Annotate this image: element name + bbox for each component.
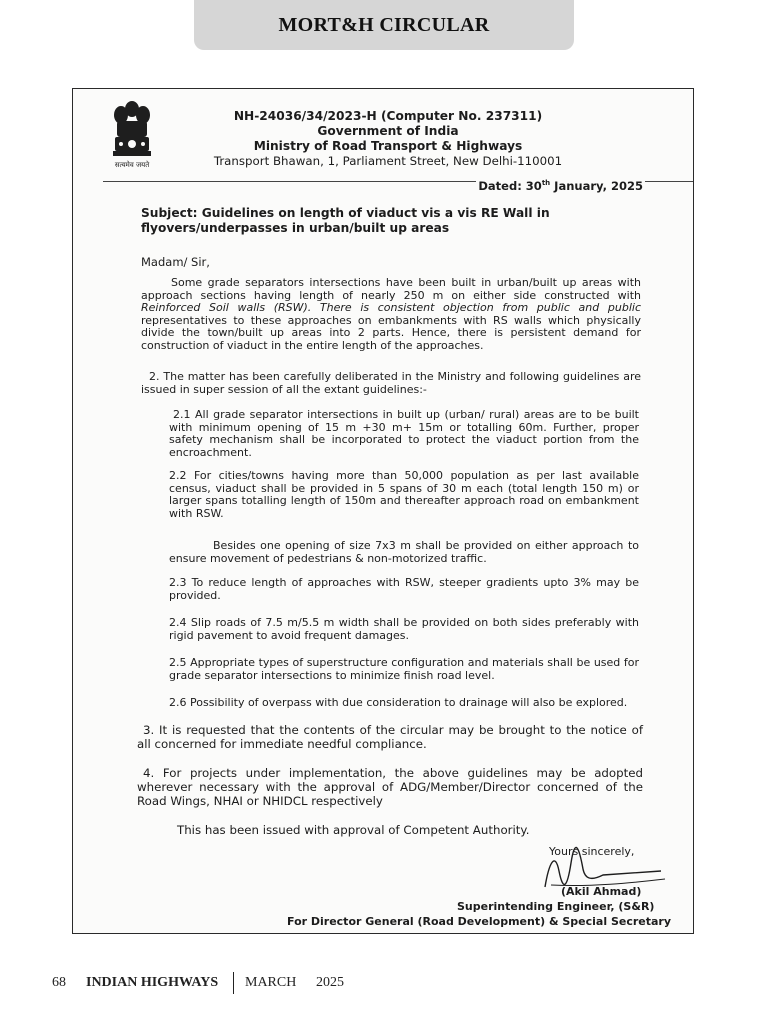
svg-text:सत्यमेव जयते: सत्यमेव जयते <box>114 161 150 169</box>
government-line: Government of India <box>317 124 459 138</box>
reference-number: NH-24036/34/2023-H (Computer No. 237311) <box>233 109 543 123</box>
letterhead <box>213 109 563 169</box>
address-line: Transport Bhawan, 1, Parliament Street, New Delhi-110001 <box>213 154 563 168</box>
page-footer <box>0 975 768 995</box>
paragraph-2-3: 2.3 To reduce length of approaches with RSW, steeper gradients upto 3% may be provided. <box>169 576 639 602</box>
paragraph-2: 2. The matter has been carefully deliberated in the Ministry and following guidelines are issued in super session of all the extant guidelines:- <box>141 370 641 396</box>
circular-scan <box>72 88 694 934</box>
approval-line: This has been issued with approval of Competent Authority. <box>177 823 530 837</box>
paragraph-2-1: 2.1 All grade separator intersections in built up (urban/ rural) areas are to be built with minimum opening of 15 m +30 m+ 15m or totalling 60m. Further, proper safety mechanism shall be incorporated to protect the viaduct portion from the encroachment. <box>169 408 639 459</box>
closing-line: Yours sincerely, <box>549 845 635 858</box>
salutation: Madam/ Sir, <box>141 255 210 269</box>
section-header <box>194 0 574 50</box>
paragraph-3: 3. It is requested that the contents of the circular may be brought to the notice of all concerned for immediate needful compliance. <box>137 723 643 751</box>
subject-line: Subject: Guidelines on length of viaduct vis a vis RE Wall in flyovers/underpasses in urban/built up areas <box>141 206 550 235</box>
ashoka-emblem-icon <box>107 97 157 177</box>
footer-divider <box>233 972 234 994</box>
paragraph-2-2-besides: Besides one opening of size 7x3 m shall be provided on either approach to ensure movement of pedestrians & non-motorized traffic. <box>169 539 639 565</box>
paragraph-4: 4. For projects under implementation, the above guidelines may be adopted wherever necessary with the approval of ADG/Member/Director concerned of the Road Wings, NHAI or NHIDCL respectively <box>137 766 643 808</box>
signer-name: (Akil Ahmad) <box>561 885 642 898</box>
ministry-line: Ministry of Road Transport & Highways <box>253 139 523 153</box>
paragraph-2-6: 2.6 Possibility of overpass with due consideration to drainage will also be explored. <box>169 696 628 709</box>
paragraph-2-2: 2.2 For cities/towns having more than 50,000 population as per last available census, viaduct shall be provided in 5 spans of 30 m each (total length 150 m) or larger spans totalling length of 150m and thereafter approach road on embankment with RSW. <box>169 469 639 520</box>
circular-letter <box>73 89 693 933</box>
issue-year: 2025 <box>316 975 344 990</box>
signer-designation: Superintending Engineer, (S&R) <box>457 900 655 913</box>
publication-name: INDIAN HIGHWAYS <box>86 975 219 990</box>
date-line: Dated: 30th January, 2025 <box>478 179 643 193</box>
paragraph-2-4: 2.4 Slip roads of 7.5 m/5.5 m width shall be provided on both sides preferably with rigid pavement to avoid frequent damages. <box>169 616 639 642</box>
for-line: For Director General (Road Development) & Special Secretary <box>287 915 672 928</box>
issue-month: MARCH <box>245 975 297 990</box>
paragraph-2-5: 2.5 Appropriate types of superstructure configuration and materials shall be used for grade separator intersections to minimize finish road level. <box>169 656 639 682</box>
section-title: MORT&H CIRCULAR <box>278 13 490 36</box>
page-number: 68 <box>52 975 66 990</box>
paragraph-1: Some grade separators intersections have been built in urban/built up areas with approach sections having length of nearly 250 m on either side constructed with Reinforced Soil walls (RSW). There is consistent objection from public and public representatives to these approaches on embankments with RS walls which physically divide the town/built up areas into 2 parts. Hence, there is persistent demand for construction of viaduct in the entire length of the approaches. <box>141 276 641 352</box>
